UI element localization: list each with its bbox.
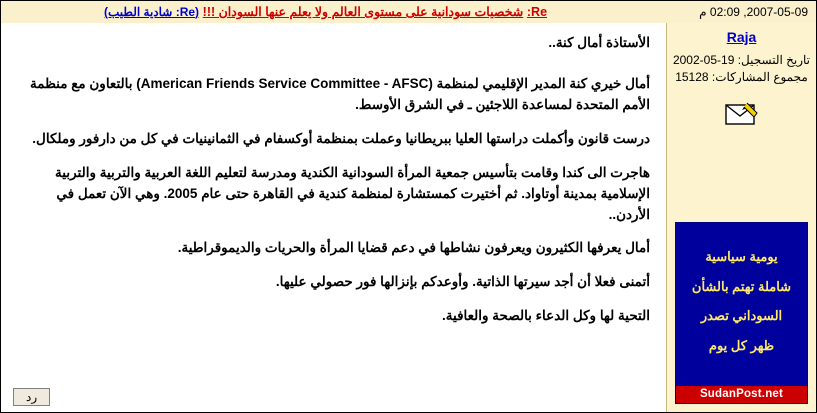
post-topic-link[interactable]: شخصيات سودانية على مستوى العالم ولا يعلم عنها السودان !!! [202, 5, 524, 19]
post-paragraph: الأستاذة أمال كنة.. [548, 35, 650, 50]
ad-line: السوداني تصدر [700, 308, 783, 324]
post-paragraph: درست قانون وأكملت دراستها العليا ببريطانيا وعملت بمنظمة أوكسفام في الثمانينيات في كل من دارفور وملكال. [32, 130, 650, 146]
post-paragraph: أمال يعرفها الكثيرون ويعرفون نشاطها في دعم قضايا المرأة والحريات والديموقراطية. [177, 240, 650, 256]
post-paragraph: أتمنى فعلا أن أجد سيرتها الذاتية. وأوعدكم بإنزالها فور حصولي عليها. [275, 274, 650, 290]
post-paragraph: هاجرت الى كندا وقامت بتأسيس جمعية المرأة السودانية الكندية ومدرسة لتعليم اللغة العربية والتربية والتربية الإسلامية بمدينة أوتاواد. ثم أختيرت كمستشارة لمنظمة كندية في القاهرة حتى عام 2005. وهي الآن تعمل في الأردن.. [55, 164, 650, 222]
author-info-panel [666, 23, 816, 412]
post-header-bar [1, 1, 816, 24]
parent-post-author-link[interactable]: (Re: شادية الطيب) [103, 5, 200, 19]
advertisement-banner[interactable] [675, 222, 808, 404]
ad-site-name[interactable]: SudanPost.net [676, 386, 807, 403]
post-paragraph: التحية لها وكل الدعاء بالصحة والعافية. [442, 308, 650, 324]
post-count: مجموع المشاركات: 15128 [675, 70, 808, 85]
ad-line: شاملة تهتم بالشأن [691, 278, 792, 294]
post-body-area [1, 23, 816, 412]
reply-area [13, 388, 50, 406]
author-meta [667, 52, 816, 87]
post-title-area [1, 4, 650, 20]
re-colon: : [526, 5, 532, 19]
reply-button[interactable]: رد [13, 388, 50, 406]
envelope-pencil-icon[interactable] [667, 101, 816, 130]
post-paragraph: أمال خيري كنة المدير الإقليمي لمنظمة (American Friends Service Committee - AFSC) بالتعاون مع منظمة الأمم المتحدة لمساعدة اللاجئين ـ في الشرق الأوسط. [30, 75, 650, 112]
post-text [17, 33, 650, 327]
post-content [1, 23, 666, 412]
ad-line: ظهر كل يوم [708, 337, 775, 353]
post-date: 2007-05-09, 02:09 م [699, 5, 808, 19]
re-label: Re [531, 5, 548, 19]
registration-date: تاريخ التسجيل: 19-05-2002 [672, 53, 811, 67]
author-name-link[interactable]: Raja [726, 29, 757, 45]
ad-line: يومية سياسية [705, 249, 778, 264]
